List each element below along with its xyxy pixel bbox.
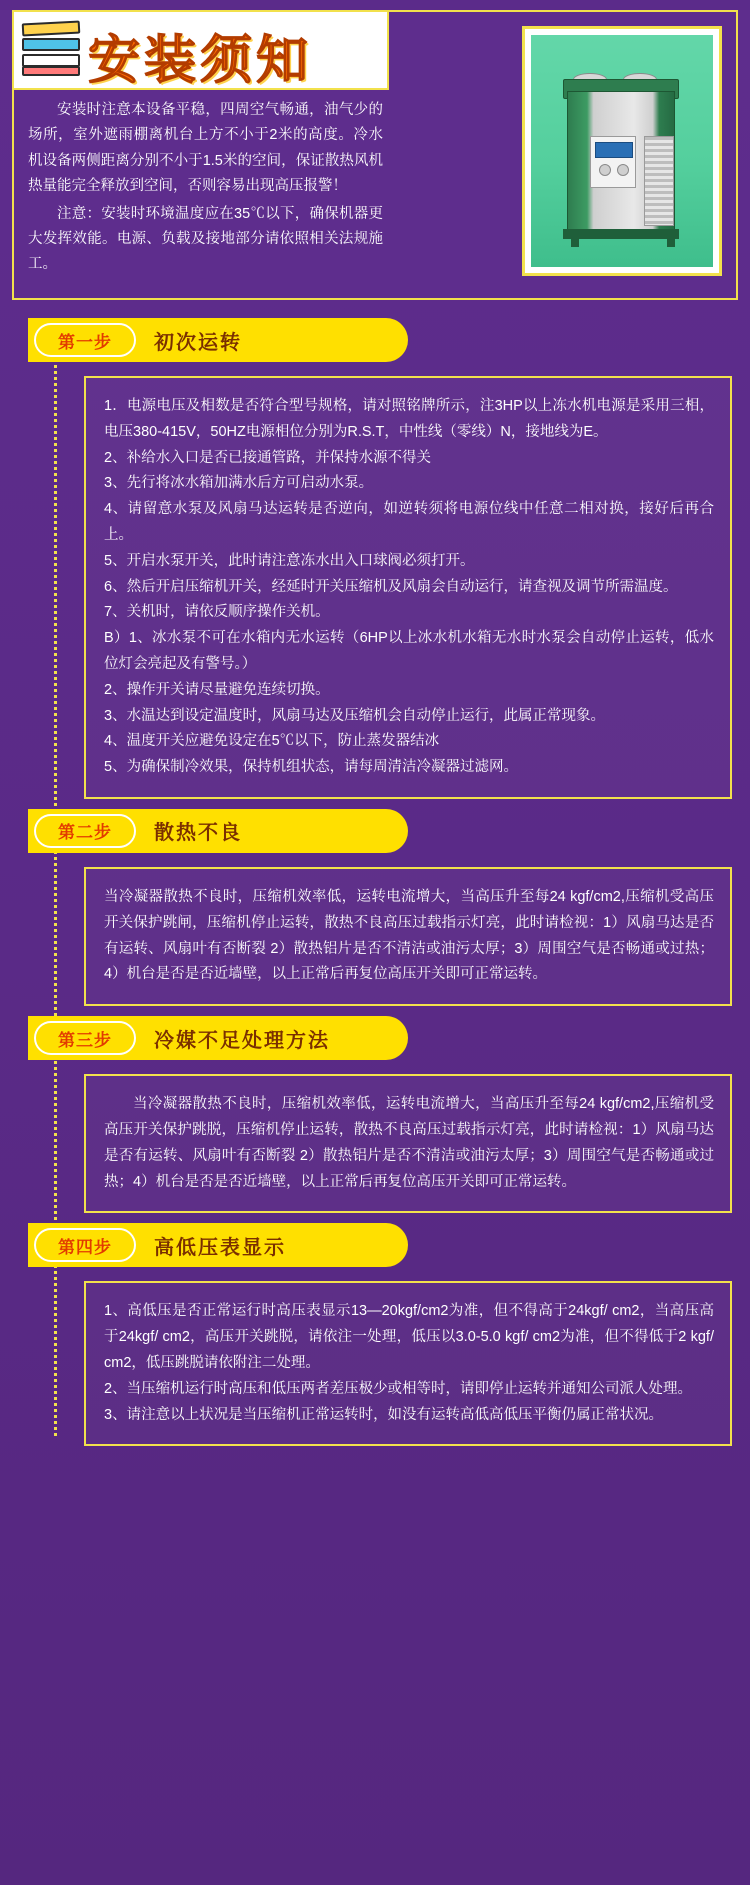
step-1-line: 2、补给水入口是否已接通管路，并保持水源不得关: [104, 449, 432, 466]
step-1-line: 5、开启水泵开关，此时请注意冻水出入口球阀必须打开。: [104, 552, 475, 569]
step-4-badge: 第四步: [34, 1228, 136, 1262]
step-1-line: 5、为确保制冷效果，保持机组状态，请每周清洁冷凝器过滤网。: [104, 759, 519, 776]
step-3-header: [28, 1016, 408, 1060]
step-2-line: 当冷凝器散热不良时，压缩机效率低，运转电流增大，当高压升至每24 kgf/cm2,压缩机受高压开关保护跳闸，压缩机停止运转，散热不良高压过载指示灯亮，此时请检视：1）风扇马达是否有运转、风扇叶有否断裂 2）散热铝片是否不清洁或油污太厚；3）周围空气是否畅通或过热；4）机台是否是否近墙壁，以上正常后再复位高压开关即可正常运转。: [104, 888, 714, 983]
step-2-body: [84, 867, 732, 1006]
books-icon: [22, 20, 84, 78]
step-1-line: 6、然后开启压缩机开关，经延时开关压缩机及风扇会自动运行，请查视及调节所需温度。: [104, 578, 678, 595]
step-3-body: [84, 1074, 732, 1213]
step-1-title: 初次运转: [154, 331, 242, 354]
intro-text: [28, 98, 383, 280]
step-1-line: 3、水温达到设定温度时，风扇马达及压缩机会自动停止运行，此属正常现象。: [104, 707, 606, 724]
step-2-header: [28, 809, 408, 853]
intro-paragraph: 注意：安装时环境温度应在35℃以下，确保机器更大发挥效能。电源、负载及接地部分请依照相关法规施工。: [28, 205, 383, 273]
step-4-body: [84, 1281, 732, 1446]
step-4: [0, 1223, 750, 1446]
page-title: 安装须知: [88, 32, 313, 90]
step-1-header: [28, 318, 408, 362]
step-1-line: 7、关机时，请依反顺序操作关机。: [104, 604, 330, 621]
chiller-machine-illustration: [557, 71, 687, 241]
step-1-line: 3、先行将冰水箱加满水后方可启动水泵。: [104, 475, 374, 492]
step-1-line: 4、请留意水泵及风扇马达运转是否逆向，如逆转须将电源位线中任意二相对换，接好后再合上。: [104, 501, 714, 543]
step-3: [0, 1016, 750, 1213]
step-1-line: 4、温度开关应避免设定在5℃以下，防止蒸发器结冰: [104, 733, 440, 750]
step-2-title: 散热不良: [154, 822, 242, 845]
step-1-badge: 第一步: [34, 323, 136, 357]
step-4-header: [28, 1223, 408, 1267]
step-4-line: 1、高低压是否正常运行时高压表显示13—20kgf/cm2为准，但不得高于24kgf/ cm2，当高压高于24kgf/ cm2，高压开关跳脱，请依注一处理，低压以3.0-5.0 kgf/ cm2为准，但不得低于2 kgf/ cm2，低压跳脱请依附注二处理。: [104, 1303, 714, 1371]
poster-page: [0, 10, 750, 1885]
header-section: [12, 10, 738, 300]
step-1-line: 1．电源电压及相数是否符合型号规格，请对照铭牌所示，注3HP以上冻水机电源是采用三相，电压380-415V，50HZ电源相位分别为R.S.T，中性线（零线）N，接地线为E。: [104, 398, 714, 440]
product-photo-frame: [522, 26, 722, 276]
step-1: [0, 318, 750, 799]
step-4-line: 3、请注意以上状况是当压缩机正常运转时，如没有运转高低高低压平衡仍属正常状况。: [104, 1406, 664, 1423]
step-3-badge: 第三步: [34, 1021, 136, 1055]
title-band: [14, 12, 389, 90]
intro-paragraph: 安装时注意本设备平稳，四周空气畅通，油气少的场所，室外遮雨棚离机台上方不小于2米的高度。冷水机设备两侧距离分别不小于1.5米的空间，保证散热风机热量能完全释放到空间，否则容易出现高压报警！: [28, 102, 383, 195]
step-1-body: [84, 376, 732, 799]
step-3-title: 冷媒不足处理方法: [154, 1029, 330, 1052]
step-2-badge: 第二步: [34, 814, 136, 848]
product-photo: [531, 35, 713, 267]
steps-section: [0, 318, 750, 1446]
step-2: [0, 809, 750, 1006]
step-4-title: 高低压表显示: [154, 1236, 286, 1259]
step-1-line: B）1、冰水泵不可在水箱内无水运转（6HP以上冰水机水箱无水时水泵会自动停止运转，低水位灯会亮起及有警号。）: [104, 630, 714, 672]
step-4-line: 2、当压缩机运行时高压和低压两者差压极少或相等时，请即停止运转并通知公司派人处理。: [104, 1380, 693, 1397]
step-1-line: 2、操作开关请尽量避免连续切换。: [104, 681, 330, 698]
step-3-line: 当冷凝器散热不良时，压缩机效率低，运转电流增大，当高压升至每24 kgf/cm2,压缩机受高压开关保护跳脱，压缩机停止运转，散热不良高压过载指示灯亮，此时请检视：1）风扇马达是否有运转、风扇叶有否断裂 2）散热铝片是否不清洁或油污太厚；3）周围空气是否畅通或过热；4）机台是否是否近墙壁，以上正常后再复位高压开关即可正常运转。: [104, 1096, 714, 1190]
